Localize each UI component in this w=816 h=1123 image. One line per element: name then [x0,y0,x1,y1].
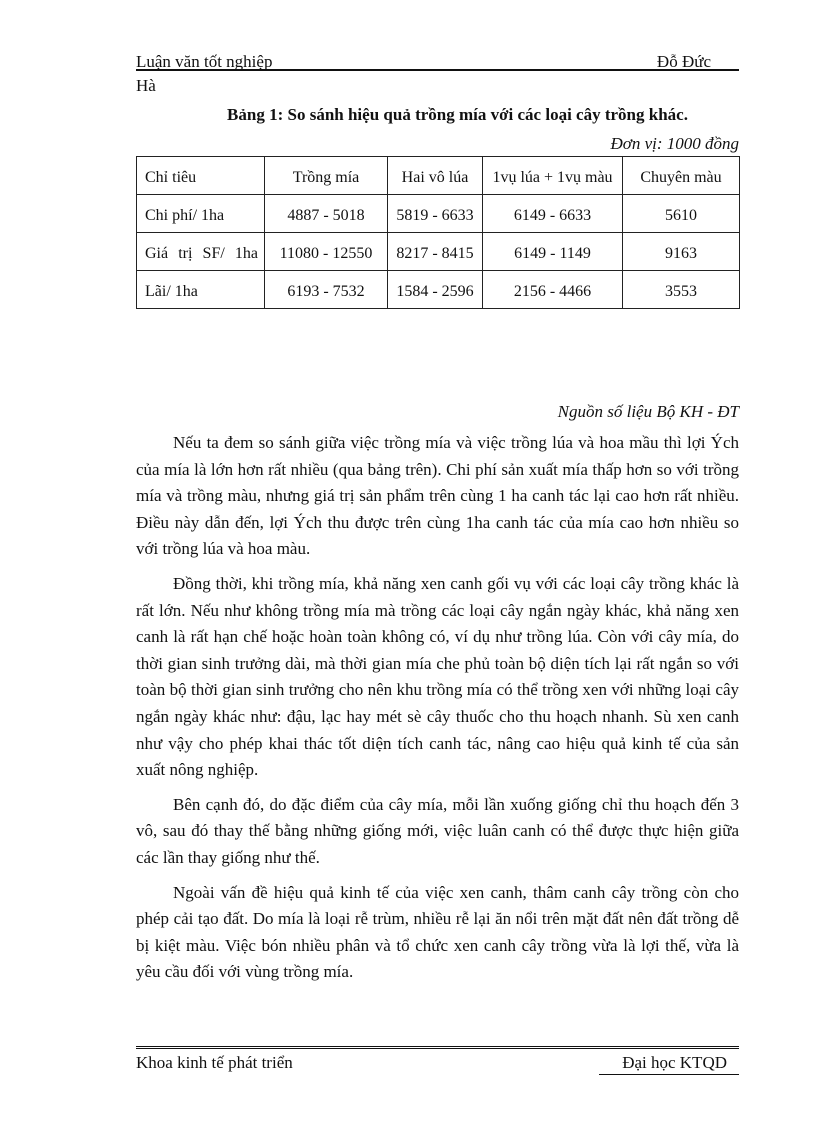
table-cell: 2156 - 4466 [483,271,623,309]
table-cell: Lãi/ 1ha [137,271,265,309]
paragraph: Bên cạnh đó, do đặc điểm của cây mía, mỗi lần xuống giống chỉ thu hoạch đến 3 vô, sau đó thay thế bằng những giống mới, việc luân canh có thể được thực hiện giữa các lần thay giống như thế. [136,794,739,867]
table-header-cell: Chỉ tiêu [137,157,265,195]
table-header-cell: Hai vô lúa [388,157,483,195]
paragraph: Nếu ta đem so sánh giữa việc trồng mía và việc trồng lúa và hoa mầu thì lợi Ých của mía là lớn hơn rất nhiều (qua bảng trên). Chi phí sản xuất mía thấp hơn so với trồng mía và trồng màu, nhưng giá trị sản phẩm trên cùng 1 ha canh tác lại cao hơn rất nhiều. Điều này dẫn đến, lợi Ých thu được trên cùng 1ha canh tác của mía cao hơn nhiều so với trồng lúa và hoa màu. [136,433,739,559]
comparison-table [136,156,740,309]
table-unit: Đơn vị: 1000 đồng [610,134,739,153]
table-cell: 6149 - 6633 [483,195,623,233]
table-cell: 5819 - 6633 [388,195,483,233]
table-header-cell: 1vụ lúa + 1vụ màu [483,157,623,195]
footer-university: Đại học KTQD [622,1053,727,1072]
table-row [137,233,740,271]
table-row [137,271,740,309]
header-thesis-label: Luận văn tốt nghiệp [136,52,273,71]
table-header-cell: Trồng mía [265,157,388,195]
header-author-continuation: Hà [136,76,156,95]
table-cell: 8217 - 8415 [388,233,483,271]
table-title: Bảng 1: So sánh hiệu quả trồng mía với các loại cây trồng khác. [227,105,688,124]
table-cell: 9163 [623,233,740,271]
table-cell: 3553 [623,271,740,309]
data-source-note: Nguồn số liệu Bộ KH - ĐT [557,402,739,421]
table-cell: Giá trị SF/ 1ha [137,233,265,271]
footer-rule [136,1046,739,1051]
body-text [136,430,739,994]
table-cell: 5610 [623,195,740,233]
paragraph: Ngoài vấn đề hiệu quả kinh tế của việc xen canh, thâm canh cây trồng còn cho phép cải tạo đất. Do mía là loại rễ trùm, nhiều rễ lại ăn nổi trên mặt đất nên đất trồng dễ bị kiệt màu. Việc bón nhiều phân và tổ chức xen canh cây trồng vừa là lợi thế, vừa là yêu cầu đối với vùng trồng mía. [136,882,739,982]
paragraph: Đồng thời, khi trồng mía, khả năng xen canh gối vụ với các loại cây trồng khác là rất lớn. Nếu như không trồng mía mà trồng các loại cây ngắn ngày khác, khả năng xen canh là rất hạn chế hoặc hoàn toàn không có, ví dụ như trồng lúa. Còn với cây mía, do thời gian sinh trưởng dài, mà thời gian mía che phủ toàn bộ diện tích lại rất ngắn so với toàn bộ thời gian sinh trưởng cho nên khu trồng mía có thể trồng xen với những loại cây ngắn ngày khác như: đậu, lạc hay mét sè cây thuốc cho thu hoạch nhanh. Sù xen canh như vậy cho phép khai thác tốt diện tích canh tác, nâng cao hiệu quả kinh tế của sản xuất nông nghiệp. [136,573,739,780]
table-cell: 6149 - 1149 [483,233,623,271]
table-header-cell: Chuyên màu [623,157,740,195]
header-author-name: Đỗ Đức [656,52,711,71]
footer-faculty: Khoa kinh tế phát triển [136,1053,293,1072]
table-cell: 11080 - 12550 [265,233,388,271]
table-cell: 6193 - 7532 [265,271,388,309]
table-header-row [137,157,740,195]
table-cell: 1584 - 2596 [388,271,483,309]
table-cell: Chi phí/ 1ha [137,195,265,233]
table-row [137,195,740,233]
table-cell: 4887 - 5018 [265,195,388,233]
footer-underline [599,1074,739,1075]
header-rule [136,69,739,71]
